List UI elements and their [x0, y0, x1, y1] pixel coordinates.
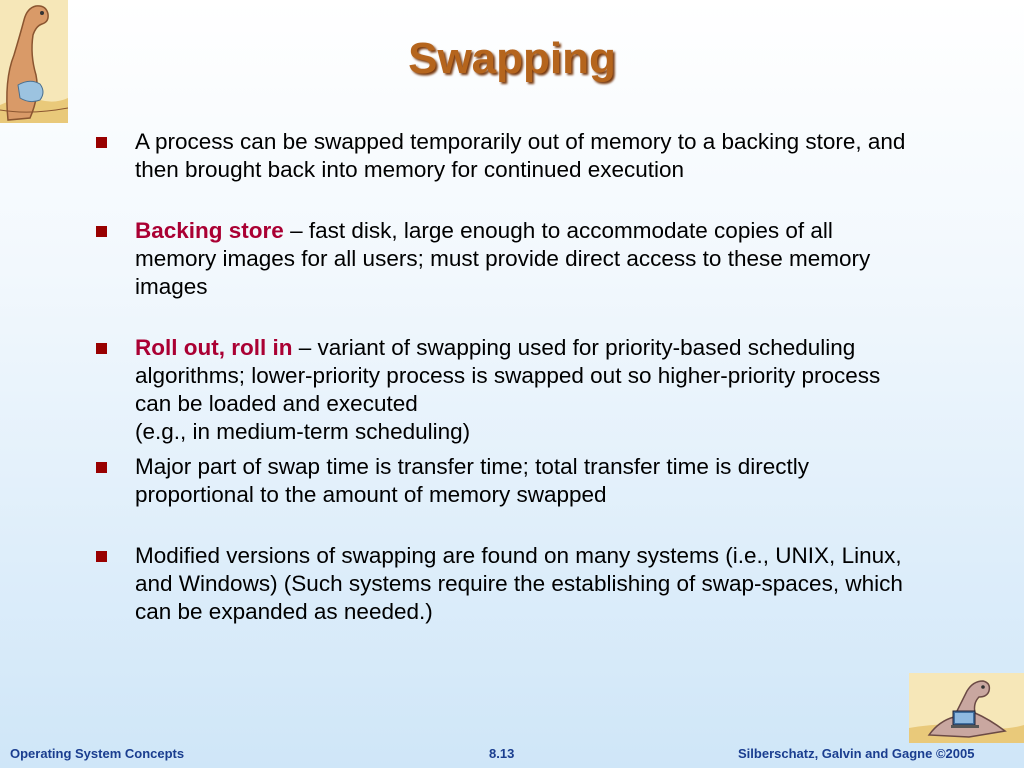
slide-title: Swapping [408, 34, 616, 83]
bullet-term: Backing store [135, 218, 284, 243]
bullet-marker-icon [96, 343, 107, 354]
bullet-item [96, 334, 916, 446]
bullet-text-continued: (e.g., in medium-term scheduling) [135, 419, 471, 444]
bullet-text: A process can be swapped temporarily out of memory to a backing store, and then brought back into memory for continued execution [135, 129, 906, 182]
footer-left: Operating System Concepts [10, 746, 185, 761]
bullet-item [96, 542, 916, 626]
bullet-list [96, 128, 916, 626]
bullet-text: Major part of swap time is transfer time; total transfer time is directly proportional to the amount of memory swapped [135, 454, 809, 507]
bullet-text: Modified versions of swapping are found on many systems (i.e., UNIX, Linux, and Windows) (Such systems require the establishing of swap-spaces, which can be expanded as needed.) [135, 543, 903, 624]
bullet-item [96, 217, 916, 301]
bullet-text: – fast disk, large enough to accommodate copies of all memory images for all users; must provide direct access to these memory images [135, 218, 871, 299]
bullet-text: – variant of swapping used for priority-based scheduling algorithms; lower-priority process is swapped out so higher-priority process can be loaded and executed [135, 335, 881, 416]
bullet-item [96, 128, 916, 184]
bullet-marker-icon [96, 137, 107, 148]
bullet-marker-icon [96, 462, 107, 473]
bullet-marker-icon [96, 551, 107, 562]
bullet-item [96, 453, 916, 509]
dinosaur-logo-bottom [909, 673, 1024, 743]
bullet-marker-icon [96, 226, 107, 237]
footer-page-number: 8.13 [489, 746, 515, 761]
footer-right: Silberschatz, Galvin and Gagne ©2005 [738, 746, 975, 761]
bullet-term: Roll out, roll in [135, 335, 293, 360]
